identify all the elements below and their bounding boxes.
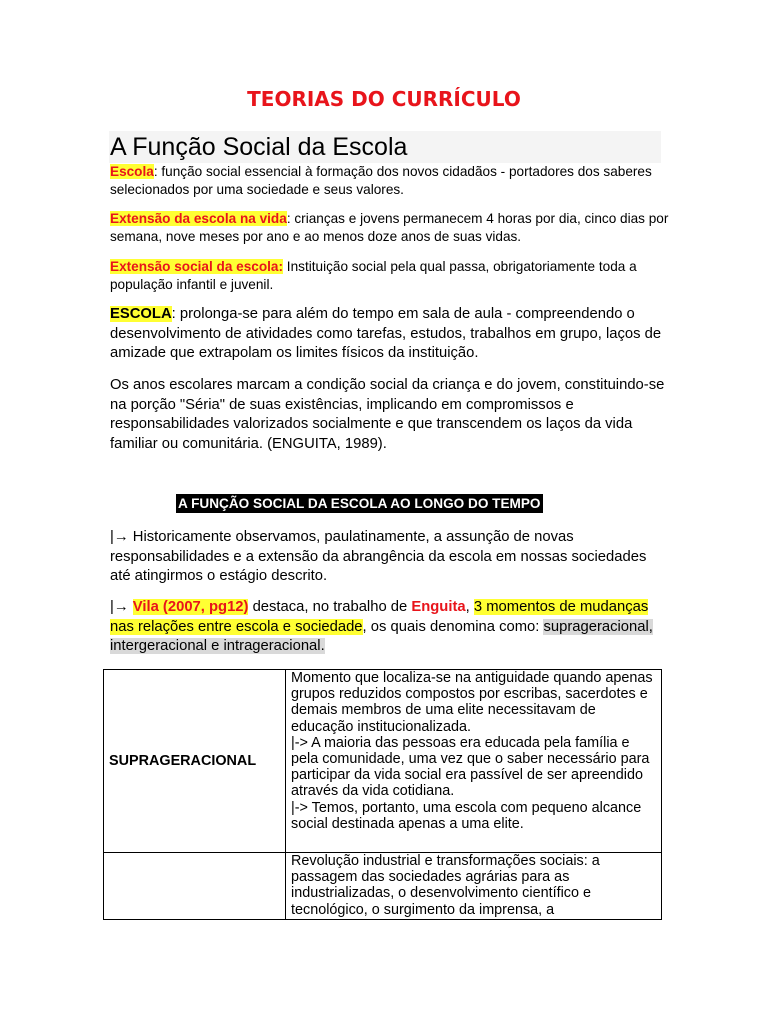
- paragraph-text: : função social essencial à formação dos novos cidadãos - portadores dos saberes selecionados por uma sociedade e seus valores.: [110, 164, 652, 197]
- table-row: [104, 670, 662, 853]
- table-cell-text: [286, 670, 662, 853]
- cell-paragraph: |-> Temos, portanto, uma escola com pequeno alcance social destinada apenas a uma elite.: [291, 799, 642, 832]
- highlight-geracional: suprageracional, intergeracional e intrageracional.: [110, 618, 653, 654]
- row-label: SUPRAGERACIONAL: [109, 752, 257, 769]
- table-cell-label: [104, 670, 286, 853]
- paragraph-extensao-social: [110, 258, 670, 294]
- author-enguita: Enguita: [411, 599, 466, 615]
- cell-paragraph: |-> A maioria das pessoas era educada pela família e pela comunidade, uma vez que o saber necessário para participar da vida social era passível de ser apreendido através da vida cotidiana.: [291, 734, 650, 800]
- table-cell-label: [104, 853, 286, 920]
- term-extensao-social: Extensão social da escola:: [110, 259, 284, 274]
- table-cell-text: [286, 853, 662, 920]
- paragraph-text: ,: [465, 599, 474, 615]
- subsection-title: A FUNÇÃO SOCIAL DA ESCOLA AO LONGO DO TEMPO: [178, 496, 541, 511]
- paragraph-escola-prolonga: [110, 305, 670, 364]
- paragraph-historicamente: [110, 528, 670, 587]
- arrow-bullet-icon: |→: [110, 529, 129, 545]
- paragraph-extensao-vida: [110, 210, 670, 246]
- paragraph-text: Os anos escolares marcam a condição social da criança e do jovem, constituindo-se na porção "Séria" de suas existências, implicando em compromissos e responsabilidades valorizados socialmente e que transcendem os laços da vida familiar ou comunitária. (ENGUITA, 1989).: [110, 377, 665, 452]
- highlight-momentos: 3 momentos de mudanças nas relações entre escola e sociedade: [110, 599, 649, 635]
- paragraph-text: : crianças e jovens permanecem 4 horas por dia, cinco dias por semana, nove meses por ano e ao menos doze anos de suas vidas.: [110, 211, 669, 244]
- term-escola: Escola: [110, 164, 154, 179]
- cell-paragraph: Revolução industrial e transformações sociais: a passagem das sociedades agrárias para as industrializadas, o desenvolvimento científico e tecnológico, o surgimento da imprensa, a: [291, 853, 600, 918]
- paragraph-text: Historicamente observamos, paulatinamente, a assunção de novas responsabilidades e a extensão da abrangência da escola em nossas sociedades até atingirmos o estágio descrito.: [110, 529, 647, 584]
- paragraph-anos-escolares: [110, 376, 670, 454]
- term-extensao-vida: Extensão da escola na vida: [110, 211, 287, 226]
- paragraph-vila: [110, 598, 670, 657]
- paragraph-text: destaca, no trabalho de: [248, 599, 412, 615]
- citation-vila: Vila (2007, pg12): [132, 599, 249, 615]
- paragraph-text: , os quais denomina como:: [362, 618, 544, 635]
- paragraph-escola: [110, 163, 670, 199]
- paragraph-text: : prolonga-se para além do tempo em sala de aula - compreendendo o desenvolvimento de atividades como tarefas, estudos, trabalhos em grupo, laços de amizade que extrapolam os limites físicos da instituição.: [110, 306, 662, 361]
- table-row: [104, 853, 662, 920]
- section-title: A Função Social da Escola: [109, 131, 661, 163]
- paragraph-text: Instituição social pela qual passa, obrigatoriamente toda a população infantil e juvenil.: [110, 259, 637, 292]
- cell-paragraph: Momento que localiza-se na antiguidade quando apenas grupos reduzidos compostos por escribas, sacerdotes e demais membros de uma elite necessitavam de educação institucionalizada.: [291, 670, 653, 735]
- document-title: TEORIAS DO CURRÍCULO: [247, 87, 521, 111]
- momentos-table: [103, 669, 662, 920]
- arrow-bullet-icon: |→: [110, 599, 129, 615]
- term-escola-caps: ESCOLA: [110, 306, 172, 322]
